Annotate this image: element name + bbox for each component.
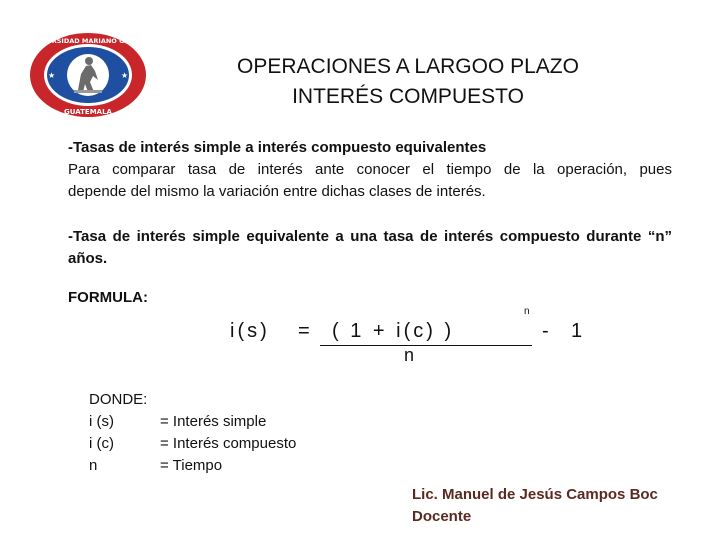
formula-minus: - — [542, 320, 552, 342]
definition-meaning: = Interés simple — [160, 413, 267, 430]
section1-heading: -Tasas de interés simple a interés compuesto equivalentes — [68, 139, 487, 156]
definition-symbol: i (c) — [89, 435, 114, 452]
logo-ring-bottom-text: GUATEMALA — [64, 108, 112, 116]
donde-heading: DONDE: — [89, 391, 148, 408]
formula-exponent: n — [524, 306, 530, 317]
formula-denominator: n — [404, 345, 415, 365]
section2-heading-line-1: -Tasa de interés simple equivalente a una tasa de interés compuesto durante “n” — [68, 228, 672, 245]
formula-label: FORMULA: — [68, 289, 148, 306]
university-logo — [28, 30, 152, 120]
author-role: Docente — [412, 508, 472, 525]
fraction-bar — [320, 345, 532, 346]
definition-symbol: n — [89, 457, 98, 474]
section2-heading-line-2: años. — [68, 250, 108, 267]
formula-equals: = — [298, 320, 313, 342]
definition-meaning: = Tiempo — [160, 457, 223, 474]
formula-numerator: ( 1 + i(c) ) — [332, 320, 455, 342]
svg-text:★: ★ — [121, 71, 129, 80]
variable-definitions — [89, 389, 297, 477]
definition-symbol: i (s) — [89, 413, 114, 430]
definition-row — [89, 455, 223, 477]
university-seal-icon — [28, 30, 152, 120]
title-line-2: INTERÉS COMPUESTO — [292, 85, 524, 108]
title-line-1: OPERACIONES A LARGOO PLAZO — [237, 55, 579, 78]
section1-body-line-1: Para comparar tasa de interés ante conocer el tiempo de la operación, pues — [68, 161, 672, 178]
author-name: Lic. Manuel de Jesús Campos Boc — [412, 486, 658, 503]
formula — [228, 300, 598, 370]
svg-text:★: ★ — [48, 71, 56, 80]
definition-meaning: = Interés compuesto — [160, 435, 297, 452]
author-signature — [412, 484, 658, 528]
section-simple-equivalent — [68, 226, 672, 270]
formula-one: 1 — [571, 320, 586, 342]
definition-row — [89, 433, 297, 455]
logo-ring-top-text: UNIVERSIDAD MARIANO GALVEZ — [29, 37, 147, 45]
definition-row — [89, 411, 267, 433]
section-equivalent-rates — [68, 137, 672, 203]
formula-lhs: i(s) — [230, 320, 270, 342]
page-title — [200, 52, 616, 112]
section1-body-line-2: depende del mismo la variación entre dichas clases de interés. — [68, 183, 486, 200]
